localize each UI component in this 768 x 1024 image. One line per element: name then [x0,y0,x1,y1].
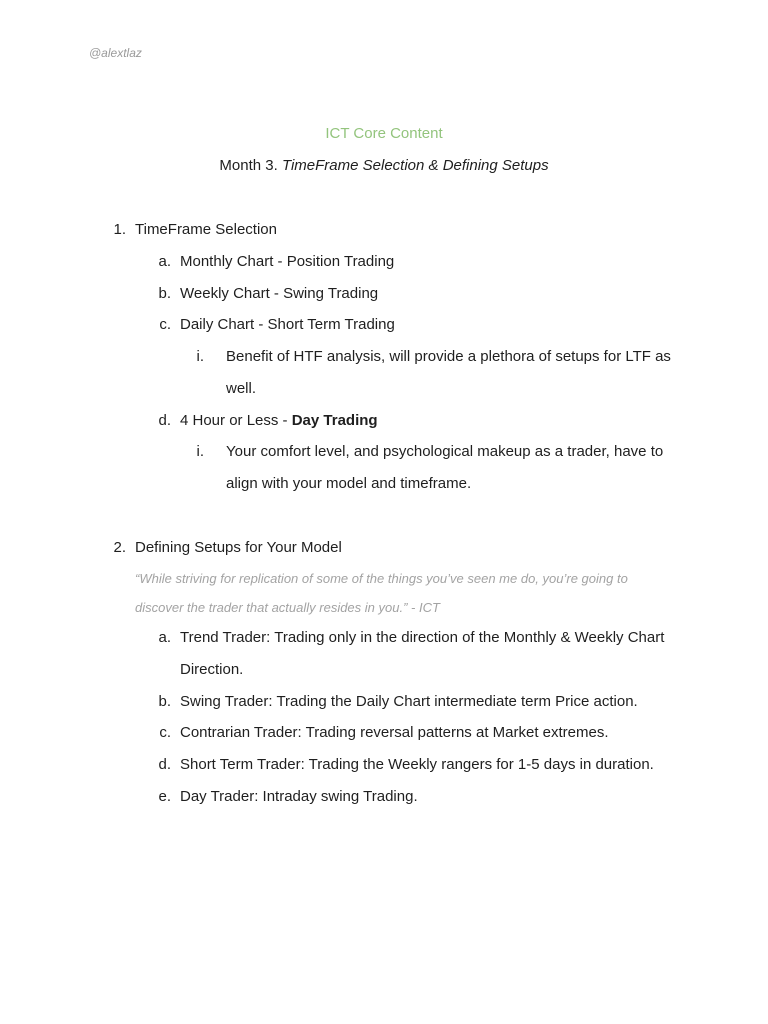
section-number: 1. [113,221,126,238]
subtitle-prefix: Month 3. [219,157,282,174]
list-item: Weekly Chart - Swing Trading [180,285,379,302]
list-item: Day Trader: Intraday swing Trading. [180,788,418,805]
list-item: Monthly Chart - Position Trading [180,253,395,270]
list-item-continuation: Direction. [180,661,244,678]
sub-list-marker: i. [196,348,204,365]
sub-list-item-continuation: well. [226,380,257,397]
list-marker: b. [158,285,171,302]
sub-list-item: Benefit of HTF analysis, will provide a plethora of setups for LTF as [226,348,671,365]
quote-line: discover the trader that actually resides in you.” - ICT [135,600,440,615]
sub-list-item: Your comfort level, and psychological makeup as a trader, have to [226,443,664,460]
section-heading: TimeFrame Selection [135,221,277,238]
list-marker: d. [158,756,171,773]
quote-line: “While striving for replication of some of the things you’ve seen me do, you’re going to [135,571,628,586]
list-marker: a. [158,253,171,270]
list-item: Daily Chart - Short Term Trading [180,316,395,333]
document-subtitle [0,157,768,174]
list-item: Trend Trader: Trading only in the direction of the Monthly & Weekly Chart [180,629,665,646]
author-handle: @alextlaz [89,46,142,60]
subtitle-topic: TimeFrame Selection & Defining Setups [281,157,549,174]
list-marker: b. [158,693,171,710]
list-item [180,411,378,431]
sub-list-marker: i. [196,443,204,460]
list-marker: d. [158,412,171,429]
document-title: ICT Core Content [325,125,443,142]
list-marker: a. [158,629,171,646]
list-item: Contrarian Trader: Trading reversal patterns at Market extremes. [180,724,609,741]
section-heading: Defining Setups for Your Model [135,539,342,556]
list-marker: e. [158,788,171,805]
list-marker: c. [159,316,171,333]
sub-list-item-continuation: align with your model and timeframe. [226,475,472,492]
list-item: Short Term Trader: Trading the Weekly rangers for 1-5 days in duration. [180,756,654,773]
list-item: Swing Trader: Trading the Daily Chart intermediate term Price action. [180,693,638,710]
list-item-emphasis: Day Trading [291,412,378,429]
list-item-text: 4 Hour or Less - [180,412,292,429]
list-marker: c. [159,724,171,741]
section-number: 2. [113,539,126,556]
